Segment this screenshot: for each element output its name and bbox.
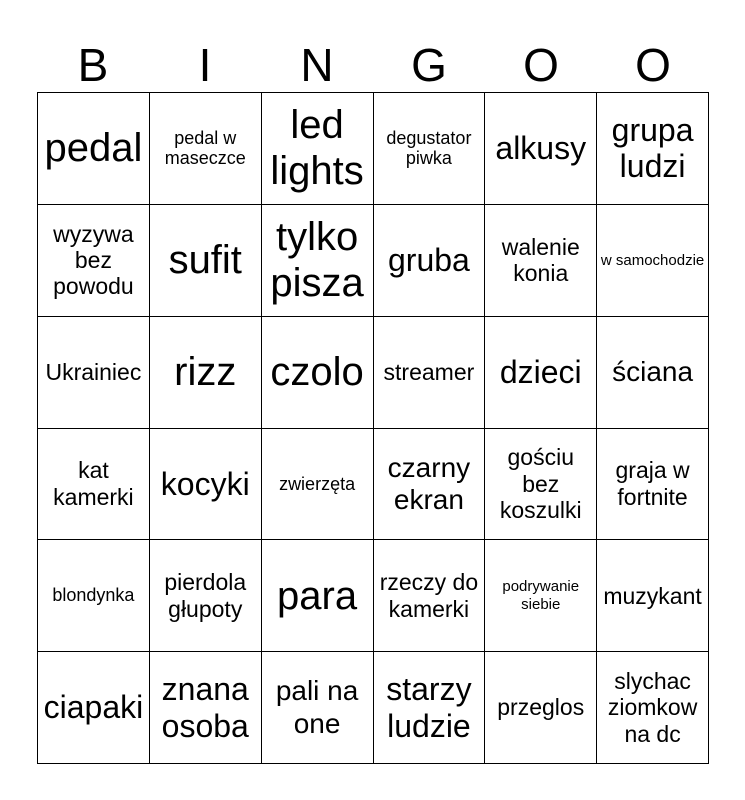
- bingo-card-grid: [37, 92, 709, 764]
- header-letter-o: O: [523, 39, 559, 91]
- bingo-cell[interactable]: w samochodzie: [597, 205, 709, 317]
- bingo-cell[interactable]: led lights: [262, 93, 374, 205]
- bingo-cell[interactable]: pedal: [38, 93, 150, 205]
- bingo-cell[interactable]: dzieci: [485, 317, 597, 429]
- header-letter-i: I: [198, 39, 212, 91]
- bingo-cell[interactable]: sufit: [150, 205, 262, 317]
- bingo-cell[interactable]: streamer: [374, 317, 486, 429]
- bingo-cell[interactable]: degustator piwka: [374, 93, 486, 205]
- bingo-cell[interactable]: ciapaki: [38, 652, 150, 764]
- bingo-cell[interactable]: pedal w maseczce: [150, 93, 262, 205]
- bingo-cell[interactable]: podrywanie siebie: [485, 540, 597, 652]
- bingo-cell[interactable]: tylko pisza: [262, 205, 374, 317]
- bingo-cell[interactable]: gościu bez koszulki: [485, 429, 597, 541]
- bingo-cell[interactable]: pierdola głupoty: [150, 540, 262, 652]
- bingo-cell[interactable]: muzykant: [597, 540, 709, 652]
- bingo-cell[interactable]: ściana: [597, 317, 709, 429]
- bingo-cell[interactable]: grupa ludzi: [597, 93, 709, 205]
- bingo-header: [37, 36, 709, 94]
- bingo-cell[interactable]: rzeczy do kamerki: [374, 540, 486, 652]
- bingo-cell[interactable]: slychac ziomkow na dc: [597, 652, 709, 764]
- header-letter-o-2: O: [635, 39, 671, 91]
- bingo-cell[interactable]: pali na one: [262, 652, 374, 764]
- bingo-cell[interactable]: starzy ludzie: [374, 652, 486, 764]
- bingo-cell[interactable]: zwierzęta: [262, 429, 374, 541]
- bingo-cell[interactable]: Ukrainiec: [38, 317, 150, 429]
- bingo-cell[interactable]: przeglos: [485, 652, 597, 764]
- header-letter-b: B: [77, 39, 109, 91]
- bingo-cell[interactable]: czolo: [262, 317, 374, 429]
- bingo-cell[interactable]: walenie konia: [485, 205, 597, 317]
- bingo-cell[interactable]: graja w fortnite: [597, 429, 709, 541]
- header-letter-n: N: [300, 39, 334, 91]
- bingo-cell[interactable]: gruba: [374, 205, 486, 317]
- bingo-cell[interactable]: wyzywa bez powodu: [38, 205, 150, 317]
- bingo-cell[interactable]: rizz: [150, 317, 262, 429]
- bingo-cell[interactable]: alkusy: [485, 93, 597, 205]
- header-letter-g: G: [411, 39, 447, 91]
- bingo-cell[interactable]: para: [262, 540, 374, 652]
- bingo-cell[interactable]: czarny ekran: [374, 429, 486, 541]
- bingo-cell[interactable]: blondynka: [38, 540, 150, 652]
- bingo-cell[interactable]: kocyki: [150, 429, 262, 541]
- bingo-cell[interactable]: kat kamerki: [38, 429, 150, 541]
- bingo-cell[interactable]: znana osoba: [150, 652, 262, 764]
